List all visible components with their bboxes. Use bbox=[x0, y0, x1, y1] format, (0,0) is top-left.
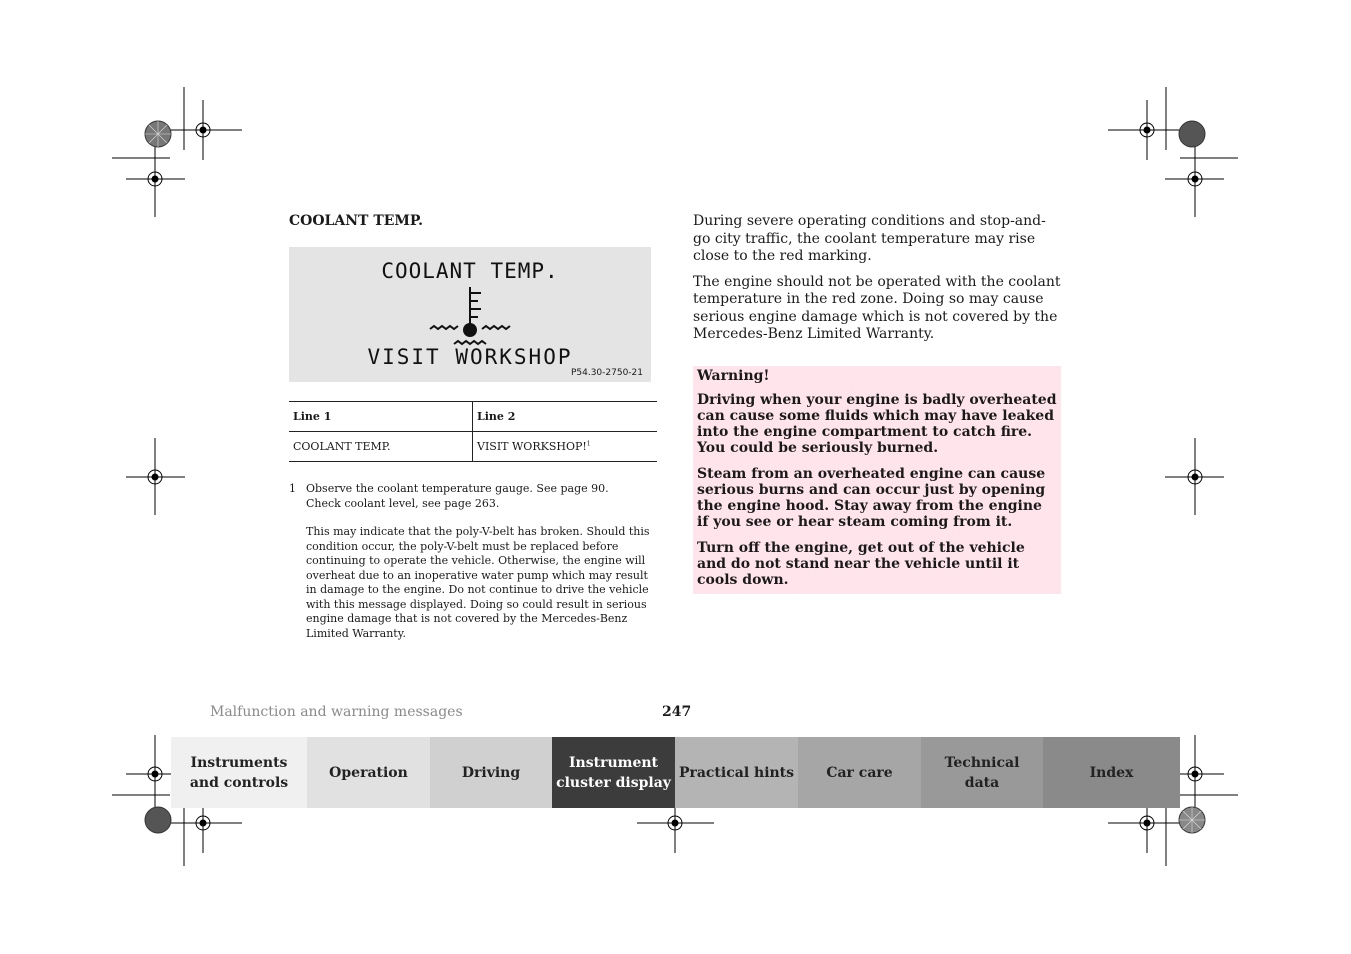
tab-label: Index bbox=[1089, 764, 1134, 781]
tab-label-line2: and controls bbox=[189, 774, 289, 791]
body-text bbox=[693, 213, 1063, 352]
tab-instruments-and-controls[interactable] bbox=[171, 737, 307, 808]
section-title: COOLANT TEMP. bbox=[289, 213, 423, 229]
body-paragraph-2: The engine should not be operated with the coolant temperature in the red zone. Doing so may cause serious engine damage which is not covered by the Mercedes-Benz Limited Warranty. bbox=[693, 273, 1061, 342]
page-number: 247 bbox=[662, 704, 692, 720]
warning-paragraph-2: Steam from an overheated engine can cause serious burns and can occur just by opening the engine hood. Stay away from the engine if you see or hear steam coming from it. bbox=[697, 466, 1046, 530]
footnote-number: 1 bbox=[289, 482, 296, 495]
warning-paragraph-3: Turn off the engine, get out of the vehicle and do not stand near the vehicle until it cools down. bbox=[697, 540, 1025, 588]
tab-label-line2: cluster display bbox=[556, 774, 671, 791]
body-paragraph-1: During severe operating conditions and stop-and-go city traffic, the coolant temperature may rise close to the red marking. bbox=[693, 213, 1046, 264]
message-table bbox=[289, 401, 657, 462]
chapter-title: Malfunction and warning messages bbox=[210, 704, 463, 720]
tab-index[interactable] bbox=[1043, 737, 1180, 808]
coolant-temperature-icon bbox=[428, 285, 512, 347]
image-reference: P54.30-2750-21 bbox=[570, 368, 643, 378]
tab-car-care[interactable] bbox=[798, 737, 921, 808]
table-cell-line2 bbox=[473, 432, 658, 462]
footnote-ref: 1 bbox=[586, 440, 591, 448]
table-header-row bbox=[289, 402, 657, 432]
tab-label-line1: Technical bbox=[944, 754, 1020, 771]
cluster-display-illustration bbox=[289, 247, 651, 382]
footnote bbox=[289, 482, 659, 655]
warning-paragraph-1: Driving when your engine is badly overheated can cause some fluids which may have leaked into the engine compartment to catch fire. You could be seriously burned. bbox=[697, 392, 1057, 456]
tab-label-line1: Instrument bbox=[569, 754, 658, 771]
footnote-line-2: Check coolant level, see page 263. bbox=[306, 496, 500, 510]
tab-label: Operation bbox=[329, 764, 408, 781]
table-cell-line1: COOLANT TEMP. bbox=[289, 432, 473, 462]
footnote-paragraph: This may indicate that the poly-V-belt has broken. Should this condition occur, the poly-V-belt must be replaced before continuing to operate the vehicle. Otherwise, the engine will overheat due to an inoperative water pump which may result in damage to the engine. Do not continue to drive the vehicle with this message displayed. Doing so could result in serious engine damage that is not covered by the Mercedes-Benz Limited Warranty. bbox=[306, 525, 650, 640]
column-header-line1: Line 1 bbox=[289, 402, 473, 432]
tab-label-line2: data bbox=[964, 774, 1000, 791]
display-line-1: COOLANT TEMP. bbox=[381, 259, 559, 283]
warning-box bbox=[693, 366, 1061, 594]
tab-label: Driving bbox=[461, 764, 521, 781]
tab-label: Car care bbox=[826, 764, 893, 781]
tab-operation[interactable] bbox=[307, 737, 430, 808]
tab-label-line1: Instruments bbox=[190, 754, 288, 771]
display-line-2: VISIT WORKSHOP bbox=[367, 345, 573, 369]
footnote-line-1: Observe the coolant temperature gauge. See page 90. bbox=[306, 482, 609, 495]
column-header-line2: Line 2 bbox=[473, 402, 658, 432]
tab-practical-hints[interactable] bbox=[675, 737, 798, 808]
tab-driving[interactable] bbox=[430, 737, 552, 808]
tab-technical-data[interactable] bbox=[921, 737, 1043, 808]
warning-title: Warning! bbox=[697, 368, 770, 384]
tab-instrument-cluster-display[interactable] bbox=[552, 737, 675, 808]
line2-text: VISIT WORKSHOP! bbox=[477, 440, 587, 453]
tab-label: Practical hints bbox=[678, 764, 795, 781]
chapter-nav bbox=[171, 737, 1180, 808]
table-row bbox=[289, 432, 657, 462]
